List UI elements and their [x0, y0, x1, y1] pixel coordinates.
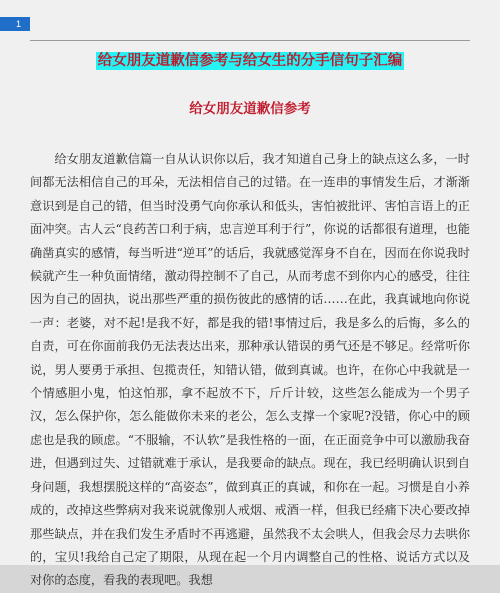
title-container — [0, 50, 500, 70]
body-paragraph: 给女朋友道歉信篇一自从认识你以后，我才知道自己身上的缺点这么多，一时间都无法相信自己的耳朵，无法相信自己的过错。在一连串的事情发生后，才渐渐意识到是自己的错，但当时没勇气向你承认和低头，害怕被批评、害怕言语上的正面冲突。古人云“良药苦口利于病，忠言逆耳利于行”，你说的话都很有道理，也能确凿真实的感情，每当听进“逆耳”的话后，我就感觉浑身不自在，因而在你说我时候就产生一种负面情绪，激动得控制不了自己，从而考虑不到你内心的感受，往往因为自己的固执，说出那些严重的损伤彼此的感情的话……在此，我真诚地向你说一声：老婆，对不起!是我不好，都是我的错!事情过后，我是多么的后悔，多么的自责，可在你面前我仍无法表达出来，那种承认错误的勇气还是不够足。经常听你说，男人要勇于承担、包揽责任，知错认错，做到真诚。也许，在你心中我就是一个情感胆小鬼，怕这怕那，拿不起放不下，斤斤计较，这些怎么能成为一个男子汉，怎么保护你，怎么能做你未来的老公，怎么支撑一个家呢?没错，你心中的顾虑也是我的顾虑。“不服输，不认软”是我性格的一面，在正面竞争中可以激励我奋进，但遇到过失、过错就难于承认，是我要命的缺点。现在，我已经明确认识到自身问题，我想摆脱这样的“高姿态”，做到真正的真诚，和你在一起。习惯是自小养成的，改掉这些弊病对我来说就像别人戒烟、戒酒一样，但我已经痛下决心要改掉那些缺点，并在我们发生矛盾时不再逃避，虽然我不太会哄人，但我会尽力去哄你的，宝贝!我给自己定了期限，从现在起一个月内调整自己的性格、说话方式以及对你的态度，看我的表现吧。我想 — [30, 152, 470, 588]
header-divider — [30, 40, 470, 41]
section-heading: 给女朋友道歉信参考 — [189, 101, 311, 117]
page-number-badge: 1 — [0, 17, 30, 31]
document-title: 给女朋友道歉信参考与给女生的分手信句子汇编 — [97, 53, 403, 69]
